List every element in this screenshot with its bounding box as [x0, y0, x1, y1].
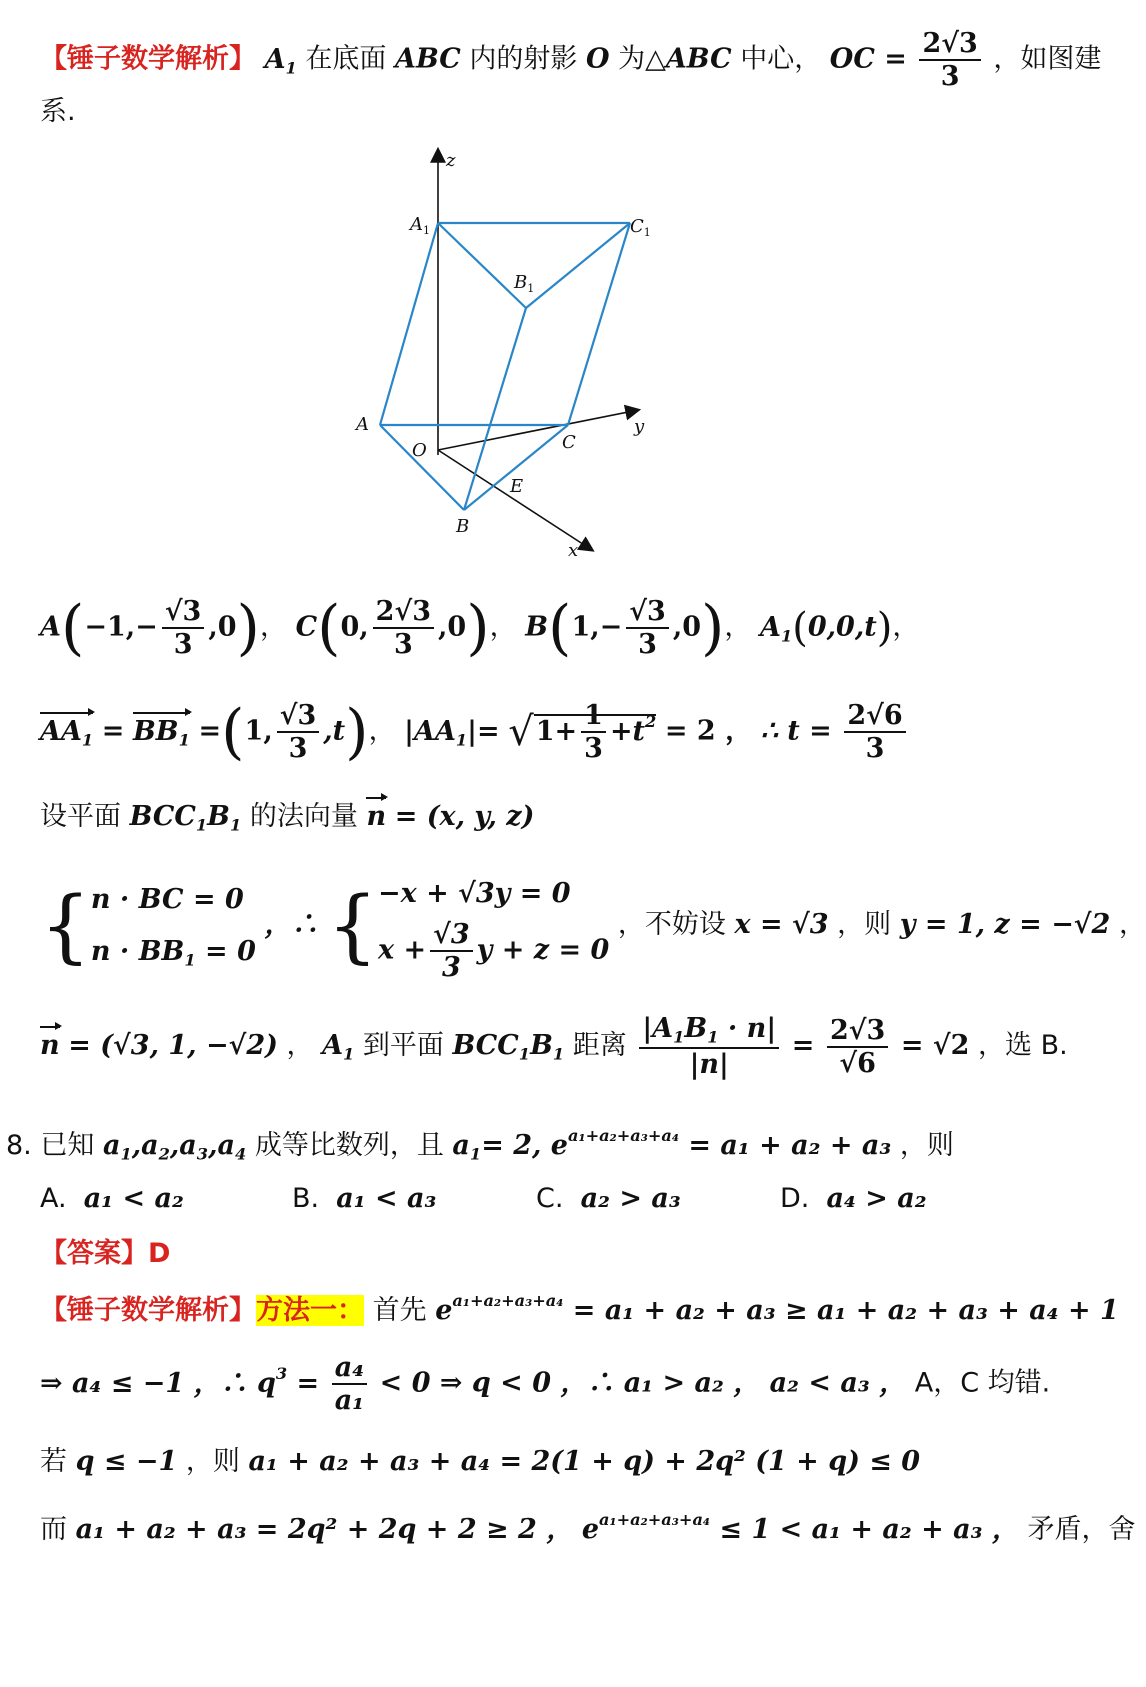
oc: OC = [829, 43, 907, 75]
plane-line [40, 803, 534, 834]
v-frac: $\frac{√3}{3}$ [277, 700, 320, 764]
vx: 1, [244, 715, 273, 747]
text: 首先 [372, 1294, 427, 1326]
text: 为△ [618, 43, 666, 75]
system-1: n · BC = 0 $n \cdot BB_1 = 0$ [90, 884, 256, 970]
eq: = [101, 715, 125, 747]
label-c: C [562, 432, 576, 453]
yz-val: y = 1, z = −√2 [899, 909, 1111, 941]
prism-figure [340, 140, 660, 565]
option-c: C. a₂ > a₃ [536, 1183, 681, 1214]
method-label: 方法一： [256, 1294, 364, 1326]
l4b: a₁ + a₂ + a₃ = 2q² + 2q + 2 ≥ 2 ， [75, 1513, 574, 1545]
abc: ABC [395, 43, 461, 75]
n-def: = (x, y, z) [394, 801, 535, 832]
exp-ineq: $e^{a_1+a_2+a_3+a_4} = a_1 + a_2 + a_3 \ge a_1 + a_2 + a_3 + a_4 + 1$ [435, 1291, 1119, 1326]
oc-fraction: $\frac{2√3}{3}$ [919, 28, 980, 92]
choice: ，选 B. [978, 1030, 1068, 1062]
label-z: z [446, 150, 456, 171]
eq: = [198, 715, 222, 747]
abc: ABC [665, 43, 732, 75]
text: 在底面 [305, 43, 387, 75]
t-frac: $\frac{2√6}{3}$ [844, 700, 905, 764]
sep: ， [724, 611, 752, 643]
a1: $A_1$ [322, 1030, 355, 1064]
label-e: E [510, 476, 524, 497]
q8-line [6, 1128, 954, 1163]
text: 中心， [740, 43, 822, 75]
aa1-line: $AA_1 = BB_1 =(1$, $\frac{√3}{3}$ ,t)， $|AA_1|= √1+$ $\frac{1}{3}$ $+t^2 = 2$ ， ∴ t = $\frac{2√6}{3}$ [40, 700, 910, 764]
label-x: x [568, 540, 579, 561]
norm: $|AA_1|=$ [404, 715, 500, 750]
header-cont: 系. [40, 96, 76, 127]
plane-name: $BCC_1B_1$ [129, 801, 242, 835]
text: ， [1118, 909, 1146, 941]
label-a1: $A_1$ [410, 214, 430, 237]
c-x: 0, [340, 611, 369, 643]
a-x: −1,− [84, 611, 158, 643]
text: 若 [40, 1446, 67, 1477]
vec-n: n [40, 1030, 60, 1062]
option-d: D. a₄ > a₂ [780, 1183, 927, 1214]
eq2: = √2 [900, 1030, 970, 1062]
text: 已知 [40, 1129, 95, 1161]
label-y: y [634, 416, 645, 437]
a-frac: $\frac{√3}{3}$ [162, 596, 205, 660]
answer-line [40, 1240, 170, 1267]
edge-ab [380, 425, 464, 510]
system-line: {n · BC = 0 $n \cdot BB_1 = 0$ ，∴ {−x + √3y = 0 x + $\frac{√3}{3}$ y + z = 0 ，不妨设 x = √3 ，则 y = 1, z = −√2 ， [40, 868, 1146, 983]
edge-b1c1 [526, 223, 630, 308]
val-frac: $\frac{2√3}{√6}$ [827, 1015, 888, 1079]
b-z: ,0 [672, 611, 701, 643]
text: 的法向量 [249, 801, 358, 832]
answer-value: D [148, 1238, 171, 1269]
c-frac: $\frac{2√3}{3}$ [373, 596, 434, 660]
solution-tag: 【锤子数学解析】 [40, 43, 256, 75]
label-c1: $C_1$ [630, 216, 651, 239]
text: 距离 [572, 1030, 627, 1062]
b-frac: $\frac{√3}{3}$ [626, 596, 669, 660]
sqrt-body: 1+ $\frac{1}{3}$ $+t^2$ [535, 700, 657, 765]
vec-aa1: $AA_1$ [40, 715, 94, 750]
seq: $a_1,a_2,a_3,a_4$ [102, 1129, 247, 1164]
text: 内的射影 [469, 43, 578, 75]
option-a: A. a₁ < a₂ [40, 1183, 184, 1214]
text: 设平面 [40, 801, 121, 832]
pt-a: A [40, 611, 61, 643]
a-z: ,0 [208, 611, 237, 643]
therefore: ∴ t = [760, 715, 832, 747]
y-axis [438, 410, 638, 450]
edge-a1b1 [438, 223, 526, 308]
text: 到平面 [362, 1030, 444, 1062]
text: 矛盾，舍 [1027, 1513, 1136, 1545]
label-b1: $B_1$ [514, 272, 535, 295]
text: 成等比数列，且 [254, 1129, 444, 1161]
coords-line: A(−1,− $\frac{√3}{3}$ ,0)， C(0, $\frac{2√3}{3}$ ,0)， B(1,− $\frac{√3}{3}$ ,0)， $A_1(0,0,t)$， [40, 593, 920, 664]
l4c: $e^{a_1+a_2+a_3+a_4} \le 1 < a_1 + a_2 + a_3$ ， [581, 1510, 1019, 1545]
plane-name: $BCC_1B_1$ [452, 1030, 565, 1064]
n-val: = (√3, 1, −√2) [68, 1030, 278, 1062]
option-b: B. a₁ < a₃ [292, 1183, 437, 1214]
text: ， [286, 1030, 314, 1062]
b-x: 1,− [571, 611, 623, 643]
system-2: −x + √3y = 0 x + $\frac{√3}{3}$ y + z = 0 [377, 878, 610, 984]
vec-bb1: $BB_1$ [132, 715, 190, 750]
sep: ，∴ [264, 909, 319, 941]
pt-c: C [295, 611, 318, 643]
a1-val: 0,0,t [807, 611, 877, 643]
cond: $a_1= 2$, $e^{a_1+a_2+a_3+a_4} = a_1 + a_2 + a_3$ [452, 1126, 892, 1164]
l2d: A，C 均错. [914, 1367, 1051, 1399]
x-val: x = √3 [734, 909, 829, 941]
eq2: = 2 ， [664, 715, 753, 747]
header-line [40, 28, 1101, 92]
dist-frac: $\frac{|A_1B_1 \cdot n|}{|n|}$ [639, 1013, 779, 1080]
text: 而 [40, 1513, 67, 1545]
sep: ， [892, 611, 920, 643]
q-num: 8. [6, 1129, 32, 1161]
vt: ,t [323, 715, 346, 747]
analysis-line1 [40, 1293, 1119, 1324]
pt-b: B [525, 611, 549, 643]
label-a: A [356, 414, 369, 435]
text: ，则 [837, 909, 892, 941]
l2: ⇒ a₄ ≤ −1 ，∴ $q^3$ = [40, 1363, 320, 1399]
sep: ， [259, 611, 287, 643]
sep: ， [489, 611, 517, 643]
text: ，则 [899, 1129, 954, 1161]
analysis-line4 [40, 1512, 1135, 1543]
edge-cc1 [568, 223, 630, 425]
analysis-line3 [40, 1448, 920, 1475]
pt-a1: $A_1$ [760, 611, 793, 646]
text: ，如图建 [993, 43, 1102, 75]
edge-bc [464, 425, 568, 510]
analysis-line2 [40, 1352, 1050, 1416]
q-frac: $\frac{\text{a₄}}{\text{a₁}}$ [332, 1352, 367, 1416]
o: O [585, 43, 610, 75]
label-b: B [456, 516, 470, 537]
answer-label: 【答案】 [40, 1238, 148, 1269]
point-a1: $A_1$ [264, 43, 297, 78]
result-line [40, 1013, 1068, 1080]
text: ，不妨设 [617, 909, 726, 941]
l2c: < 0 ⇒ q < 0 ，∴ a₁ > a₂ ， a₂ < a₃ ， [379, 1367, 907, 1399]
c-z: ,0 [438, 611, 467, 643]
text: ，则 [185, 1446, 240, 1477]
edge-aa1 [380, 223, 438, 425]
vec-n: n [366, 801, 387, 832]
label-o: O [412, 440, 427, 461]
l3b: q ≤ −1 [75, 1446, 178, 1477]
l3d: a₁ + a₂ + a₃ + a₄ = 2(1 + q) + 2q² (1 + q) ≤ 0 [248, 1446, 921, 1477]
eq: = [791, 1030, 815, 1062]
analysis-tag: 【锤子数学解析】 [40, 1294, 256, 1326]
